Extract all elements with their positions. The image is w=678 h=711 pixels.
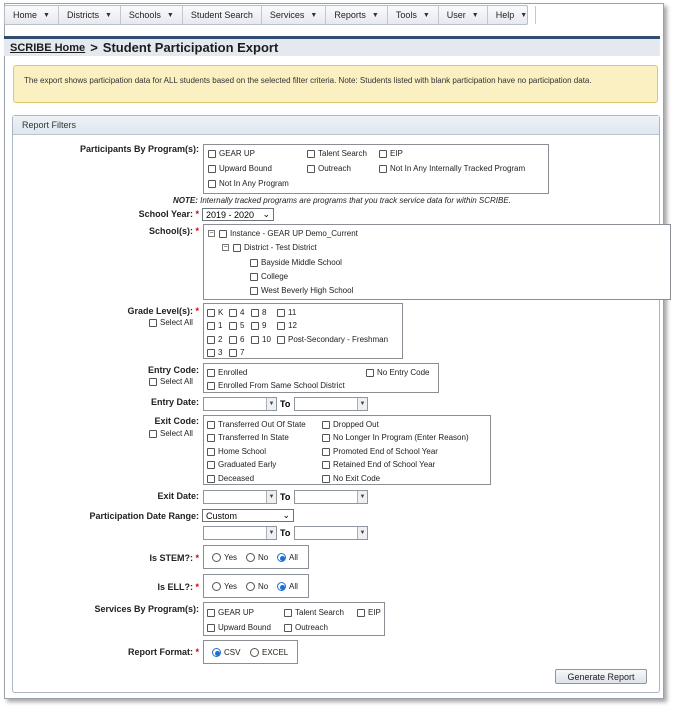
checkbox[interactable] <box>207 624 215 632</box>
stem-label: Is STEM?: * <box>149 553 199 563</box>
exit-date-label: Exit Date: <box>157 491 199 501</box>
nav-services[interactable]: Services ▼ <box>262 6 326 24</box>
radio-button[interactable] <box>277 582 286 591</box>
exit-code-option[interactable]: Transferred In State <box>207 433 289 442</box>
checkbox[interactable] <box>251 322 259 330</box>
entry-code-option[interactable]: No Entry Code <box>366 368 429 377</box>
checkbox[interactable] <box>250 259 258 267</box>
ell-label: Is ELL?: * <box>157 582 199 592</box>
checkbox[interactable] <box>357 609 365 617</box>
programs-note: NOTE: Internally tracked programs are programs that you track service data for within SCRIBE. <box>173 196 511 205</box>
chevron-down-icon: ⌄ <box>262 209 270 219</box>
checkbox[interactable] <box>322 475 330 483</box>
entry-code-option[interactable]: Enrolled <box>207 368 247 377</box>
chevron-down-icon: ▼ <box>471 11 479 19</box>
grade-option[interactable]: 10 <box>251 335 271 344</box>
collapse-icon[interactable]: − <box>209 230 214 237</box>
exit-code-option[interactable]: No Longer In Program (Enter Reason) <box>322 433 469 442</box>
checkbox[interactable] <box>207 382 215 390</box>
participants-label: Participants By Program(s): <box>79 144 199 154</box>
checkbox[interactable] <box>284 609 292 617</box>
exit-date-to[interactable] <box>294 490 368 504</box>
participation-date-from[interactable] <box>203 526 277 540</box>
checkbox[interactable] <box>251 309 259 317</box>
checkbox[interactable] <box>322 434 330 442</box>
checkbox[interactable] <box>149 378 157 386</box>
exit-code-option[interactable]: Dropped Out <box>322 420 379 429</box>
stem-no-radio[interactable]: No <box>246 553 268 562</box>
grade-option[interactable]: 6 <box>229 335 244 344</box>
participants-option[interactable]: EIP <box>379 149 403 158</box>
chevron-down-icon[interactable]: ▼ <box>266 527 276 539</box>
grade-option[interactable]: 4 <box>229 308 244 317</box>
checkbox[interactable] <box>233 244 241 252</box>
entry-date-label: Entry Date: <box>150 397 199 407</box>
grade-box <box>203 303 403 359</box>
chevron-down-icon: ▼ <box>104 11 112 19</box>
participants-option[interactable]: Not In Any Internally Tracked Program <box>379 164 525 173</box>
services-option[interactable]: Upward Bound <box>207 623 271 632</box>
checkbox[interactable] <box>207 421 215 429</box>
radio-button[interactable] <box>250 648 259 657</box>
checkbox[interactable] <box>207 309 215 317</box>
info-notice: The export shows participation data for ALL students based on the selected filter criteria. Note: Students listed with blank participation have no participation data. <box>13 65 658 103</box>
entry-code-option[interactable]: Enrolled From Same School District <box>207 381 345 390</box>
checkbox[interactable] <box>366 369 374 377</box>
services-box <box>203 602 385 636</box>
exit-code-box <box>203 415 491 485</box>
participation-range-select[interactable]: Custom ⌄ <box>202 509 294 522</box>
radio-button[interactable] <box>212 553 221 562</box>
checkbox[interactable] <box>277 336 285 344</box>
report-format-radio-group <box>203 640 298 664</box>
checkbox[interactable] <box>207 609 215 617</box>
checkbox[interactable] <box>229 336 237 344</box>
checkbox[interactable] <box>207 448 215 456</box>
grade-label: Grade Level(s): * <box>127 306 199 316</box>
exit-code-option[interactable]: Retained End of School Year <box>322 460 435 469</box>
checkbox[interactable] <box>207 434 215 442</box>
exit-code-option[interactable]: Transferred Out Of State <box>207 420 306 429</box>
checkbox[interactable] <box>379 165 387 173</box>
breadcrumb-separator: > <box>90 40 98 55</box>
exit-code-label: Exit Code: <box>154 416 199 426</box>
schools-tree <box>203 224 671 300</box>
radio-button[interactable] <box>212 648 221 657</box>
chevron-down-icon: ▼ <box>520 11 528 19</box>
entry-date-to[interactable] <box>294 397 368 411</box>
participation-range-label: Participation Date Range: <box>89 511 199 521</box>
stem-all-radio[interactable]: All <box>277 553 298 562</box>
radio-button[interactable] <box>246 553 255 562</box>
checkbox[interactable] <box>322 461 330 469</box>
checkbox[interactable] <box>208 180 216 188</box>
participants-option[interactable]: Not In Any Program <box>208 179 289 188</box>
services-label: Services By Program(s): <box>94 604 199 614</box>
checkbox[interactable] <box>277 322 285 330</box>
checkbox[interactable] <box>207 461 215 469</box>
checkbox[interactable] <box>219 230 227 238</box>
entry-code-box <box>203 363 439 393</box>
nav-districts[interactable]: Districts ▼ <box>59 6 121 24</box>
grade-option[interactable]: 5 <box>229 321 244 330</box>
services-option[interactable]: Talent Search <box>284 608 344 617</box>
nav-tools[interactable]: Tools ▼ <box>388 6 439 24</box>
exit-code-option[interactable]: Home School <box>207 447 266 456</box>
generate-report-button[interactable]: Generate Report <box>555 669 647 684</box>
checkbox[interactable] <box>277 309 285 317</box>
report-filters-panel <box>12 115 660 693</box>
tree-node-district[interactable]: − District - Test District <box>223 243 317 252</box>
checkbox[interactable] <box>207 336 215 344</box>
exit-code-option[interactable]: Promoted End of School Year <box>322 447 438 456</box>
exit-code-option[interactable]: Deceased <box>207 474 254 483</box>
grade-option[interactable]: 11 <box>277 308 296 317</box>
participants-option[interactable]: Outreach <box>307 164 351 173</box>
nav-help[interactable]: Help ▼ <box>488 6 536 24</box>
grade-select-all[interactable]: Select All <box>149 318 193 327</box>
checkbox[interactable] <box>250 287 258 295</box>
participants-box <box>203 144 549 194</box>
grade-option[interactable]: 9 <box>251 321 266 330</box>
tree-node-instance[interactable]: − Instance - GEAR UP Demo_Current <box>209 229 358 238</box>
checkbox[interactable] <box>307 150 315 158</box>
chevron-down-icon[interactable]: ▼ <box>357 527 367 539</box>
nav-home[interactable]: Home ▼ <box>5 6 59 24</box>
participation-date-to[interactable] <box>294 526 368 540</box>
tree-node-school[interactable]: West Beverly High School <box>250 286 353 295</box>
school-year-label: School Year: * <box>138 209 199 219</box>
report-format-label: Report Format: * <box>127 647 199 657</box>
checkbox[interactable] <box>307 165 315 173</box>
school-year-select[interactable]: 2019 - 2020 ⌄ <box>202 208 274 221</box>
grade-option[interactable]: 8 <box>251 308 266 317</box>
checkbox[interactable] <box>208 150 216 158</box>
format-excel-radio[interactable]: EXCEL <box>250 648 288 657</box>
ell-no-radio[interactable]: No <box>246 582 268 591</box>
participation-to-label: To <box>280 528 291 538</box>
nav-user[interactable]: User ▼ <box>439 6 488 24</box>
schools-label: School(s): * <box>148 226 199 236</box>
grade-option[interactable]: 7 <box>229 348 244 357</box>
chevron-down-icon: ⌄ <box>282 510 290 520</box>
services-option[interactable]: EIP <box>357 608 381 617</box>
checkbox[interactable] <box>149 319 157 327</box>
chevron-down-icon: ▼ <box>43 11 50 19</box>
exit-date-to-label: To <box>280 492 291 502</box>
checkbox[interactable] <box>229 349 237 357</box>
stem-radio-group <box>203 545 309 569</box>
checkbox[interactable] <box>284 624 292 632</box>
chevron-down-icon: ▼ <box>166 11 174 19</box>
grade-option[interactable]: 2 <box>207 335 222 344</box>
services-option[interactable]: GEAR UP <box>207 608 254 617</box>
grade-option[interactable]: 3 <box>207 348 222 357</box>
chevron-down-icon[interactable]: ▼ <box>357 398 367 410</box>
exit-date-from[interactable] <box>203 490 277 504</box>
nav-schools[interactable]: Schools ▼ <box>121 6 183 24</box>
checkbox[interactable] <box>229 322 237 330</box>
checkbox[interactable] <box>250 273 258 281</box>
radio-button[interactable] <box>212 582 221 591</box>
chevron-down-icon: ▼ <box>371 11 379 19</box>
ell-all-radio[interactable]: All <box>277 582 298 591</box>
entry-code-select-all[interactable]: Select All <box>149 377 193 386</box>
entry-date-to-label: To <box>280 399 291 409</box>
checkbox[interactable] <box>251 336 259 344</box>
grade-option[interactable]: 1 <box>207 321 222 330</box>
ell-radio-group <box>203 574 309 598</box>
chevron-down-icon: ▼ <box>310 11 318 19</box>
exit-code-option[interactable]: No Exit Code <box>322 474 380 483</box>
top-nav <box>4 5 528 25</box>
tree-node-school[interactable]: College <box>250 272 288 281</box>
checkbox[interactable] <box>208 165 216 173</box>
breadcrumb-home-link[interactable]: SCRIBE Home <box>10 41 86 54</box>
entry-date-from[interactable] <box>203 397 277 411</box>
chevron-down-icon[interactable]: ▼ <box>266 398 276 410</box>
radio-button[interactable] <box>277 553 286 562</box>
participants-option[interactable]: GEAR UP <box>208 149 255 158</box>
nav-student-search[interactable]: Student Search <box>183 6 262 24</box>
checkbox[interactable] <box>379 150 387 158</box>
page-title: Student Participation Export <box>102 40 279 55</box>
entry-code-label: Entry Code: <box>147 365 199 375</box>
checkbox[interactable] <box>207 475 215 483</box>
participants-option[interactable]: Upward Bound <box>208 164 272 173</box>
exit-code-select-all[interactable]: Select All <box>149 429 193 438</box>
checkbox[interactable] <box>207 349 215 357</box>
checkbox[interactable] <box>322 448 330 456</box>
checkbox[interactable] <box>207 369 215 377</box>
page-header <box>4 36 660 56</box>
services-option[interactable]: Outreach <box>284 623 328 632</box>
radio-button[interactable] <box>246 582 255 591</box>
format-csv-radio[interactable]: CSV <box>212 648 240 657</box>
grade-option[interactable]: Post-Secondary - Freshman <box>277 335 388 344</box>
checkbox[interactable] <box>322 421 330 429</box>
tree-node-school[interactable]: Bayside Middle School <box>250 258 342 267</box>
checkbox[interactable] <box>229 309 237 317</box>
grade-option[interactable]: 12 <box>277 321 297 330</box>
panel-title: Report Filters <box>13 116 659 135</box>
stem-yes-radio[interactable]: Yes <box>212 553 237 562</box>
chevron-down-icon[interactable]: ▼ <box>357 491 367 503</box>
chevron-down-icon: ▼ <box>422 11 430 19</box>
nav-reports[interactable]: Reports ▼ <box>326 6 387 24</box>
exit-code-option[interactable]: Graduated Early <box>207 460 276 469</box>
checkbox[interactable] <box>207 322 215 330</box>
grade-option[interactable]: K <box>207 308 223 317</box>
checkbox[interactable] <box>149 430 157 438</box>
participants-option[interactable]: Talent Search <box>307 149 367 158</box>
collapse-icon[interactable]: − <box>223 244 228 251</box>
chevron-down-icon[interactable]: ▼ <box>266 491 276 503</box>
ell-yes-radio[interactable]: Yes <box>212 582 237 591</box>
